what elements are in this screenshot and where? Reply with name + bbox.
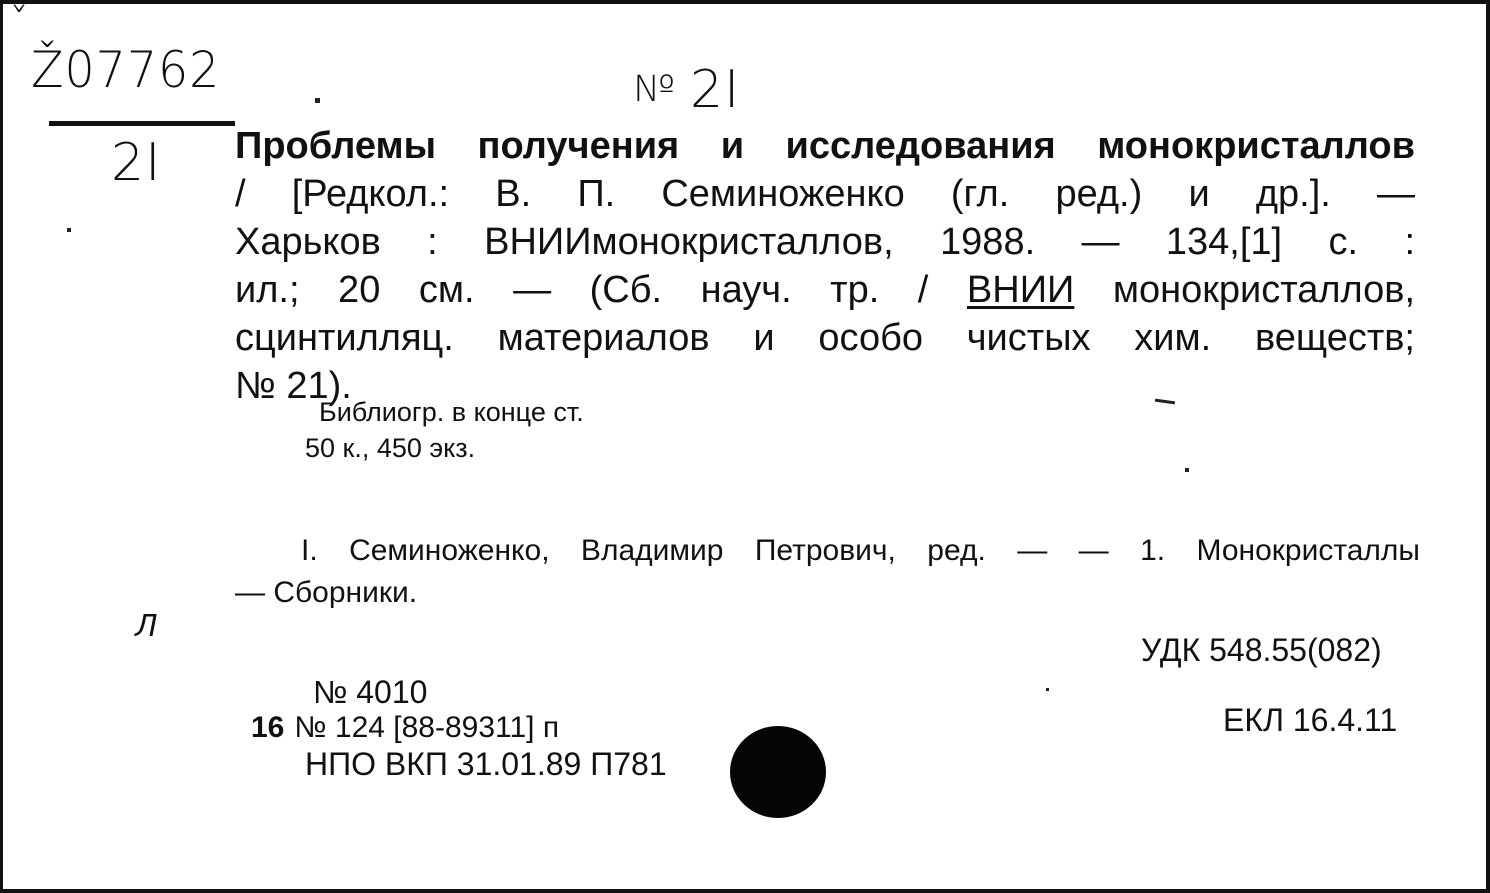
tracings: [235, 530, 1420, 614]
description-line-editors: / [Редкол.: В. П. Семиноженко (гл. ред.) и др.]. —: [235, 173, 1415, 215]
order-text: № 124 [88-89311] п: [294, 711, 560, 744]
volume-number-top: [633, 58, 740, 122]
series-text-start: ил.; 20 см. — (Сб. науч. тр. /: [235, 269, 967, 311]
number-sign: №: [633, 69, 676, 110]
pen-mark: Л: [135, 609, 159, 644]
shelf-code: Ž07762: [31, 41, 221, 99]
series-text-end: монокристаллов,: [1074, 269, 1416, 311]
description-line-series: [235, 266, 1415, 314]
tracings-line-2: — Сборники.: [235, 576, 418, 609]
description-line-series-cont: сцинтилляц. материалов и особо чистых хим. веществ;: [235, 317, 1415, 359]
ekl-code: ЕКЛ 16.4.11: [1223, 702, 1398, 738]
series-underlined-word: ВНИИ: [966, 269, 1075, 311]
bibliographic-description: [235, 122, 1415, 410]
tracings-line-1: I. Семиноженко, Владимир Петрович, ред. — — 1. Монокристаллы: [301, 534, 1420, 567]
description-line-series-number: № 21).: [235, 365, 352, 407]
book-title: Проблемы получения и исследования монокристаллов: [235, 125, 1415, 167]
ink-speck: [1046, 688, 1049, 691]
order-lead: 16: [251, 711, 285, 744]
shelf-code-underline: [49, 121, 235, 126]
ink-speck: [315, 98, 320, 103]
printer-line: НПО ВКП 31.01.89 П781: [305, 746, 667, 782]
shelf-accent-mark: ˇ: [9, 1, 30, 47]
volume-number-left: 2I: [111, 133, 162, 193]
description-line-publisher: Харьков : ВНИИмонокристаллов, 1988. — 134,[1] с. :: [235, 221, 1415, 263]
order-line: [251, 710, 559, 746]
ink-speck: [67, 228, 71, 232]
udk-code: УДК 548.55(082): [1141, 632, 1382, 668]
note-price: 50 к., 450 экз.: [305, 433, 476, 463]
note-bibliography: Библиогр. в конце ст.: [319, 397, 584, 427]
record-number: № 4010: [313, 674, 428, 710]
ink-speck: [1185, 468, 1189, 472]
volume-number-top-value: 2I: [689, 60, 741, 120]
punch-hole: [730, 726, 826, 818]
